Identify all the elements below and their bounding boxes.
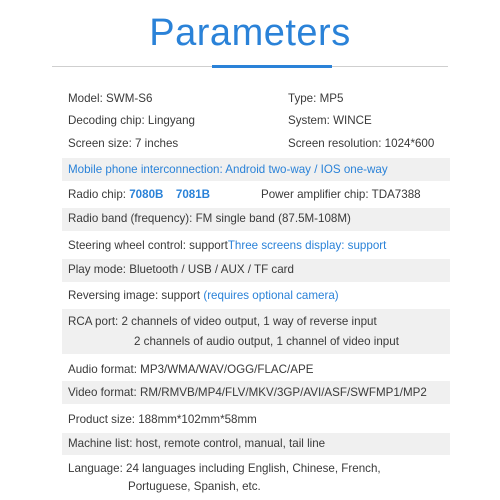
rca-line-2: 2 channels of audio output, 1 channel of video input (134, 335, 399, 348)
param-row-language (62, 462, 450, 496)
param-row-machine (62, 433, 450, 455)
audio-format-text: Audio format: MP3/WMA/WAV/OGG/FLAC/APE (68, 363, 314, 376)
param-row-mobile (62, 158, 450, 181)
screen-size-text: Screen size: 7 inches (68, 137, 179, 150)
system-text: System: WINCE (288, 114, 372, 127)
decoding-chip-text: Decoding chip: Lingyang (68, 114, 195, 127)
param-row-play (62, 259, 450, 282)
title-divider-accent (212, 65, 332, 68)
page-title: Parameters (149, 12, 351, 54)
video-format-text: Video format: RM/RMVB/MP4/FLV/MKV/3GP/AVI/ASF/SWFMP1/MP2 (68, 386, 427, 399)
steering-wheel-text (68, 239, 386, 253)
machine-list-text: Machine list: host, remote control, manual, tail line (68, 437, 326, 450)
param-row-steering (62, 239, 450, 253)
param-row-screen (62, 137, 450, 151)
model-text: Model: SWM-S6 (68, 92, 153, 105)
rca-line-1: RCA port: 2 channels of video output, 1 way of reverse input (68, 315, 377, 328)
param-row-model (62, 92, 450, 106)
param-row-size (62, 413, 450, 427)
reversing-image-text (68, 289, 339, 303)
param-row-band (62, 208, 450, 231)
title-divider (52, 66, 448, 67)
param-row-audio (62, 363, 450, 377)
language-line-1: Language: 24 languages including English, Chinese, French, (68, 462, 381, 475)
play-mode-text: Play mode: Bluetooth / USB / AUX / TF card (68, 263, 294, 276)
radio-band-text: Radio band (frequency): FM single band (87.5M-108M) (68, 212, 351, 225)
camera-note-text: (requires optional camera) (203, 289, 339, 302)
radio-chip-label: Radio chip: (68, 188, 130, 201)
param-row-rca (62, 309, 450, 354)
radio-chip-7081b: 7081B (175, 188, 211, 201)
mobile-interconnection-text: Mobile phone interconnection: Android two-way / IOS one-way (68, 163, 388, 176)
product-size-text: Product size: 188mm*102mm*58mm (68, 413, 257, 426)
screen-resolution-text: Screen resolution: 1024*600 (288, 137, 435, 150)
param-row-chip (62, 114, 450, 128)
steering-wheel-label: Steering wheel control: support (68, 239, 228, 252)
type-text: Type: MP5 (288, 92, 344, 105)
radio-chip-7080b: 7080B (129, 188, 164, 201)
three-screens-text: Three screens display: support (227, 239, 387, 252)
param-row-radio (62, 188, 450, 202)
param-row-reversing (62, 289, 450, 303)
power-amplifier-text: Power amplifier chip: TDA7388 (261, 188, 421, 201)
param-row-video (62, 381, 450, 404)
language-line-2: Portuguese, Spanish, etc. (128, 480, 261, 493)
reversing-image-label: Reversing image: support (68, 289, 204, 302)
radio-chip-text (68, 188, 210, 202)
